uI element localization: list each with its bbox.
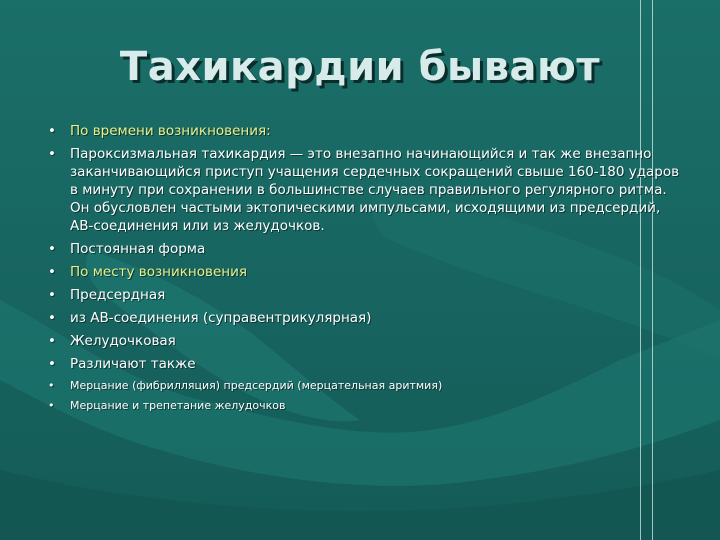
bullet-item (46, 398, 686, 414)
bullet-marker: • (48, 356, 56, 372)
bullet-text: Мерцание и трепетание желудочков (70, 399, 286, 412)
bullet-marker: • (48, 399, 55, 412)
bullet-marker: • (48, 379, 55, 392)
bullet-text: Желудочковая (70, 333, 176, 349)
bullet-text: из АВ-соединения (суправентрикулярная) (70, 310, 372, 326)
bullet-text: Предсердная (70, 287, 166, 303)
bullet-item (46, 378, 686, 394)
slide-title: Тахикардии бывают (119, 44, 601, 90)
bullet-text: По месту возникновения (70, 264, 247, 280)
bullet-item (46, 332, 686, 350)
bullet-item (46, 263, 686, 281)
bullet-text: Пароксизмальная тахикардия — это внезапно начинающийся и так же внезапно заканчивающийся приступ учащения сердечных сокращений свыше 160-180 ударов в минуту при сохранении в большинстве случаев правильного регулярного ритма. Он обусловлен частыми эктопическими импульсами, исходящими из предсердий, АВ-соединения или из желудочков. (70, 146, 680, 234)
bullet-text: По времени возникновения: (70, 123, 271, 139)
bullet-marker: • (48, 123, 56, 139)
bullet-marker: • (48, 333, 56, 349)
bullet-marker: • (48, 287, 56, 303)
bullet-item (46, 145, 686, 235)
bullet-item (46, 286, 686, 304)
bullet-marker: • (48, 264, 56, 280)
bullet-item (46, 309, 686, 327)
bullet-marker: • (48, 310, 56, 326)
bullet-marker: • (48, 146, 56, 162)
bullet-item (46, 122, 686, 140)
bullet-text: Различают также (70, 356, 196, 372)
bullet-item (46, 240, 686, 258)
bullet-text: Мерцание (фибрилляция) предсердий (мерцательная аритмия) (70, 379, 443, 392)
bullet-text: Постоянная форма (70, 241, 206, 257)
bullet-item (46, 355, 686, 373)
bullet-list (46, 122, 686, 418)
bullet-marker: • (48, 241, 56, 257)
